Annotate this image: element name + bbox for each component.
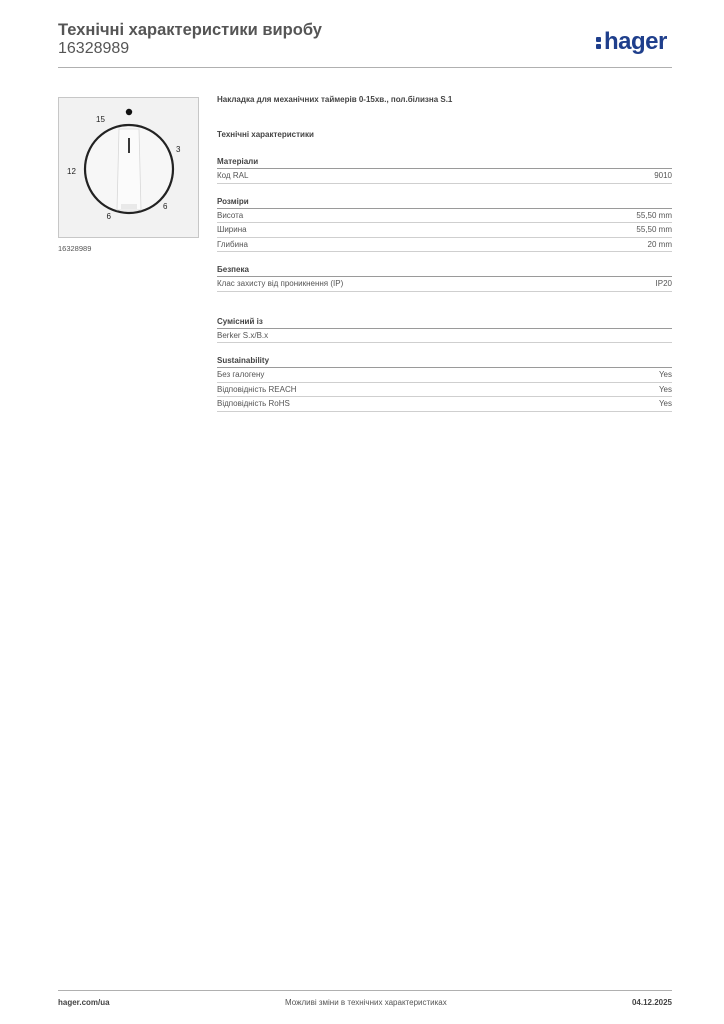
- spec-value: 55,50 mm: [636, 210, 672, 220]
- spec-value: 55,50 mm: [636, 225, 672, 234]
- timer-dial-image: [59, 98, 198, 237]
- spec-value: Yes: [658, 384, 672, 394]
- spec-label: Відповідність RoHS: [217, 399, 290, 408]
- spec-value: Yes: [658, 370, 672, 379]
- spec-label: Код RAL: [217, 171, 249, 180]
- dial-number-3: 3: [176, 145, 181, 154]
- tech-specs-heading: Технічні характеристики: [217, 130, 314, 139]
- product-code: 16328989: [58, 40, 130, 57]
- spec-label: Ширина: [217, 225, 247, 234]
- section-title: Розміри: [217, 196, 672, 209]
- footer-website-link[interactable]: hager.com/ua: [58, 998, 110, 1007]
- spec-value: 20 mm: [647, 239, 672, 249]
- spec-value: Yes: [658, 399, 672, 408]
- section-title: Sustainability: [217, 355, 672, 368]
- spec-label: Без галогену: [217, 370, 265, 379]
- footer-divider: [58, 990, 672, 991]
- spec-row: [217, 397, 672, 412]
- dial-number-9: 9: [106, 211, 111, 220]
- spec-label: Berker S.x/B.x: [217, 330, 269, 340]
- footer-date: 04.12.2025: [631, 998, 672, 1007]
- dial-number-15: 15: [96, 115, 105, 124]
- hager-logo: [596, 28, 667, 56]
- spec-label: Глибина: [217, 239, 248, 249]
- spec-row: [217, 223, 672, 238]
- spec-row: [217, 368, 672, 383]
- product-description: Накладка для механічних таймерів 0-15хв., пол.білизна S.1: [217, 95, 453, 104]
- footer-notice: Можливі зміни в технічних характеристиках: [285, 998, 447, 1007]
- spec-content: [217, 95, 672, 412]
- logo-text: hager: [604, 28, 667, 55]
- spec-row: [217, 383, 672, 398]
- section-sustainability: [217, 355, 672, 412]
- spec-row: [217, 169, 672, 184]
- dial-marker-dot: [126, 109, 132, 115]
- spec-value: 9010: [654, 171, 672, 180]
- dial-number-12: 12: [67, 167, 76, 176]
- spec-value: IP20: [655, 279, 672, 288]
- logo-dots-icon: [596, 34, 602, 50]
- knob-grip: [121, 204, 137, 209]
- page-title: Технічні характеристики виробу: [58, 21, 322, 39]
- section-materials: [217, 156, 672, 184]
- section-compatible: [217, 316, 672, 344]
- section-safety: [217, 264, 672, 292]
- spec-row: [217, 209, 672, 224]
- spec-label: Відповідність REACH: [217, 384, 297, 394]
- spec-row: [217, 238, 672, 253]
- spec-label: Клас захисту від проникнення (IP): [217, 279, 344, 288]
- spec-label: Висота: [217, 210, 244, 220]
- dial-number-6: 6: [163, 202, 168, 211]
- spec-row: [217, 277, 672, 292]
- header-divider: [58, 67, 672, 68]
- section-title: Сумісний із: [217, 316, 672, 329]
- section-title: Матеріали: [217, 156, 672, 169]
- section-dimensions: [217, 196, 672, 253]
- product-image: [58, 97, 199, 238]
- spec-row: [217, 329, 672, 344]
- section-title: Безпека: [217, 264, 672, 277]
- image-caption: 16328989: [58, 244, 92, 253]
